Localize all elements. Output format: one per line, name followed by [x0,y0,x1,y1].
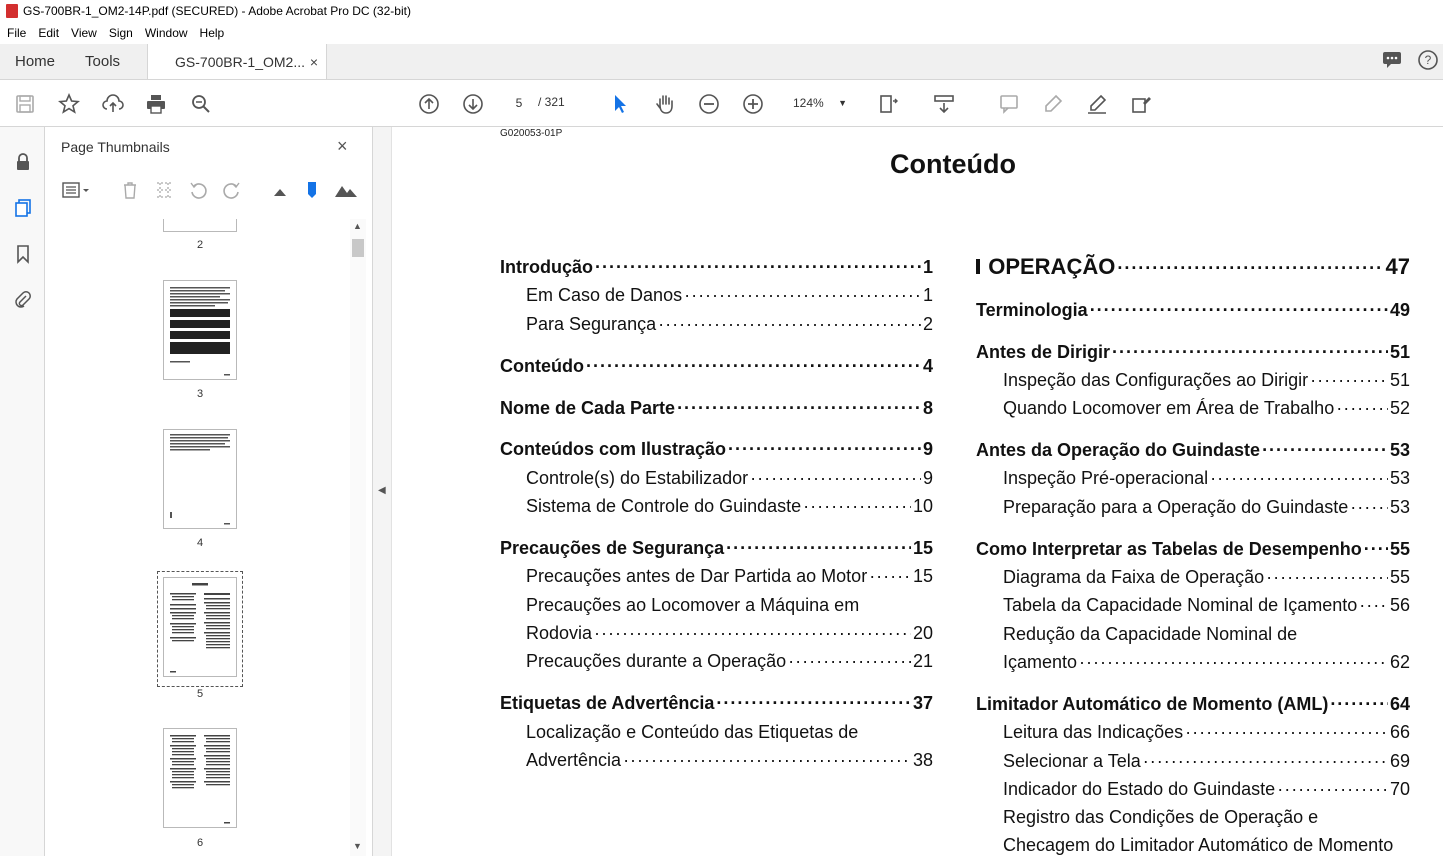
upload-cloud-icon[interactable] [100,91,126,117]
toc-entry[interactable]: Conteúdo ····· 4 [500,356,933,377]
toc-entry-continued[interactable]: Registro das Condições de Operação e [1003,807,1319,827]
toc-section-heading[interactable]: OPERAÇÃO ····· 47 [976,254,1410,280]
toc-entry[interactable]: Tabela da Capacidade Nominal de Içamento ····· 56 [1003,595,1410,616]
toc-entry-continued[interactable]: Precauções ao Locomover a Máquina em [526,595,860,615]
options-menu-icon[interactable] [61,179,91,201]
left-rail [0,127,45,856]
bookmarks-icon[interactable] [10,241,36,267]
tab-home[interactable]: Home [15,53,56,70]
page-thumbnail[interactable] [163,728,237,828]
toc-entry[interactable]: Controle(s) do Estabilizador ····· 9 [526,468,933,489]
select-cursor-icon[interactable] [607,91,633,117]
toc-entry[interactable]: Quando Locomover em Área de Trabalho ····· 52 [1003,398,1410,419]
thumbnail-list [45,219,355,856]
comment-icon[interactable] [1381,49,1403,75]
collapse-panel-handle[interactable] [373,127,392,856]
square-bullet-icon [976,259,980,274]
toc-entry[interactable]: Para Segurança ····· 2 [526,314,933,335]
zoom-in-icon[interactable] [740,91,766,117]
menu-bar [0,22,1443,44]
toc-entry[interactable]: Diagrama da Faixa de Operação ····· 55 [1003,567,1410,588]
bookmark-star-icon[interactable] [56,91,82,117]
toc-entry[interactable]: Precauções durante a Operação ····· 21 [526,651,933,672]
toc-entry[interactable]: Introdução ····· 1 [500,257,933,278]
previous-page-icon[interactable] [416,91,442,117]
toc-entry[interactable]: Leitura das Indicações ····· 66 [1003,722,1410,743]
add-comment-icon[interactable] [996,91,1022,117]
toc-entry-continued[interactable]: Localização e Conteúdo das Etiquetas de [526,722,859,742]
toc-entry[interactable]: Nome de Cada Parte ····· 8 [500,398,933,419]
zoom-select[interactable] [783,92,853,114]
svg-text:?: ? [1424,52,1432,67]
toc-entry[interactable]: Inspeção Pré-operacional ····· 53 [1003,468,1410,489]
menu-file[interactable]: File [7,26,27,40]
menu-view[interactable]: View [71,26,97,40]
toc-entry[interactable]: Em Caso de Danos ····· 1 [526,285,933,306]
highlight-pen-icon[interactable] [1040,91,1066,117]
toc-entry[interactable]: Indicador do Estado do Guindaste ····· 70 [1003,779,1410,800]
close-panel-icon[interactable]: × [337,136,348,156]
extract-page-icon[interactable] [153,179,175,201]
title-bar [0,0,1443,22]
page-number-input[interactable]: 5 [505,90,533,114]
menu-sign[interactable]: Sign [108,26,133,40]
next-page-icon[interactable] [460,91,486,117]
window-title: GS-700BR-1_OM2-14P.pdf (SECURED) - Adobe Acrobat Pro DC (32-bit) [23,4,411,18]
toc-entry[interactable]: Selecionar a Tela ····· 69 [1003,751,1410,772]
toc-entry[interactable]: Limitador Automático de Momento (AML) ····· 64 [976,694,1410,715]
toc-entry-continued[interactable]: Redução da Capacidade Nominal de [1003,624,1298,644]
thumbnail-scrollbar[interactable] [350,219,366,856]
zoom-out-icon[interactable] [696,91,722,117]
tab-document[interactable] [147,44,327,79]
toc-entry[interactable]: Advertência ····· 38 [526,750,933,771]
toc-entry[interactable]: Içamento ····· 62 [1003,652,1410,673]
menu-window[interactable]: Window [144,26,188,40]
chevron-down-icon: ▼ [838,98,847,108]
print-icon[interactable] [143,91,169,117]
toc-entry[interactable]: Como Interpretar as Tabelas de Desempenho ····· 55 [976,539,1410,560]
page-thumbnail[interactable] [163,280,237,380]
main-toolbar [0,81,1443,127]
toc-entry[interactable]: Rodovia ····· 20 [526,623,933,644]
toc-entry[interactable]: Inspeção das Configurações ao Dirigir ····· 51 [1003,370,1410,391]
tab-tools[interactable]: Tools [85,53,121,70]
scroll-thumb[interactable] [352,239,364,257]
page-thumbnails-icon[interactable] [10,195,36,221]
menu-edit[interactable]: Edit [38,26,60,40]
page-thumbnail-label: 5 [196,688,204,700]
menu-help[interactable]: Help [199,26,225,40]
search-zoom-icon[interactable] [188,91,214,117]
page-thumbnail-label: 4 [196,537,204,549]
page-total: / 321 [538,95,565,109]
page-thumbnail[interactable] [163,219,237,232]
sign-pen-icon[interactable] [1084,91,1110,117]
scroll-down-icon[interactable]: ▼ [353,841,362,851]
toc-entry[interactable]: Antes de Dirigir ····· 51 [976,342,1410,363]
fit-page-icon[interactable] [876,91,902,117]
edit-form-icon[interactable] [1128,91,1154,117]
attachment-icon[interactable] [10,287,36,313]
collapse-arrow-icon: ◀ [378,485,386,496]
toc-entry[interactable]: Sistema de Controle do Guindaste ····· 10 [526,496,933,517]
panel-title: Page Thumbnails [61,139,170,155]
toc-entry[interactable]: Etiquetas de Advertência ····· 37 [500,693,933,714]
toc-entry[interactable]: Conteúdos com Ilustração ····· 9 [500,439,933,460]
page-thumbnail[interactable] [163,429,237,529]
toc-entry[interactable]: Precauções de Segurança ····· 15 [500,538,933,559]
tab-document-label: GS-700BR-1_OM2... [175,53,305,70]
rotate-right-icon[interactable] [221,179,243,201]
page-thumbnail-label: 6 [196,837,204,849]
hand-tool-icon[interactable] [652,91,678,117]
delete-page-icon[interactable] [119,179,141,201]
page-thumbnail-label: 3 [196,388,204,400]
scroll-up-icon[interactable]: ▲ [353,221,362,231]
toc-entry-continued[interactable]: Checagem do Limitador Automático de Momento [1003,835,1394,855]
document-id: G020053-01P [500,128,563,139]
document-view [392,127,1443,856]
save-icon[interactable] [12,91,38,117]
help-icon[interactable] [1417,49,1439,75]
lock-icon[interactable] [10,149,36,175]
tab-bar [0,44,1443,80]
toc-entry[interactable]: Terminologia ····· 49 [976,300,1410,321]
pdf-app-icon [6,4,18,18]
toc-entry[interactable]: Preparação para a Operação do Guindaste ····· 53 [1003,497,1410,518]
close-tab-icon[interactable]: × [309,53,319,70]
bookmark-marker-icon[interactable] [301,179,323,201]
page-title: Conteúdo [890,149,1016,179]
page-thumbnail-current[interactable] [163,577,237,677]
panel-toolbar [55,175,365,205]
rotate-left-icon[interactable] [187,179,209,201]
zoom-value: 124% [793,96,824,110]
page-thumbnail-label: 2 [196,239,204,251]
thumbnail-large-icon[interactable] [333,179,359,201]
thumbnails-panel [45,127,373,856]
thumbnail-small-icon[interactable] [269,179,291,201]
toc-entry[interactable]: Antes da Operação do Guindaste ····· 53 [976,440,1410,461]
toc-entry[interactable]: Precauções antes de Dar Partida ao Motor ····· 15 [526,566,933,587]
scroll-mode-icon[interactable] [931,91,957,117]
